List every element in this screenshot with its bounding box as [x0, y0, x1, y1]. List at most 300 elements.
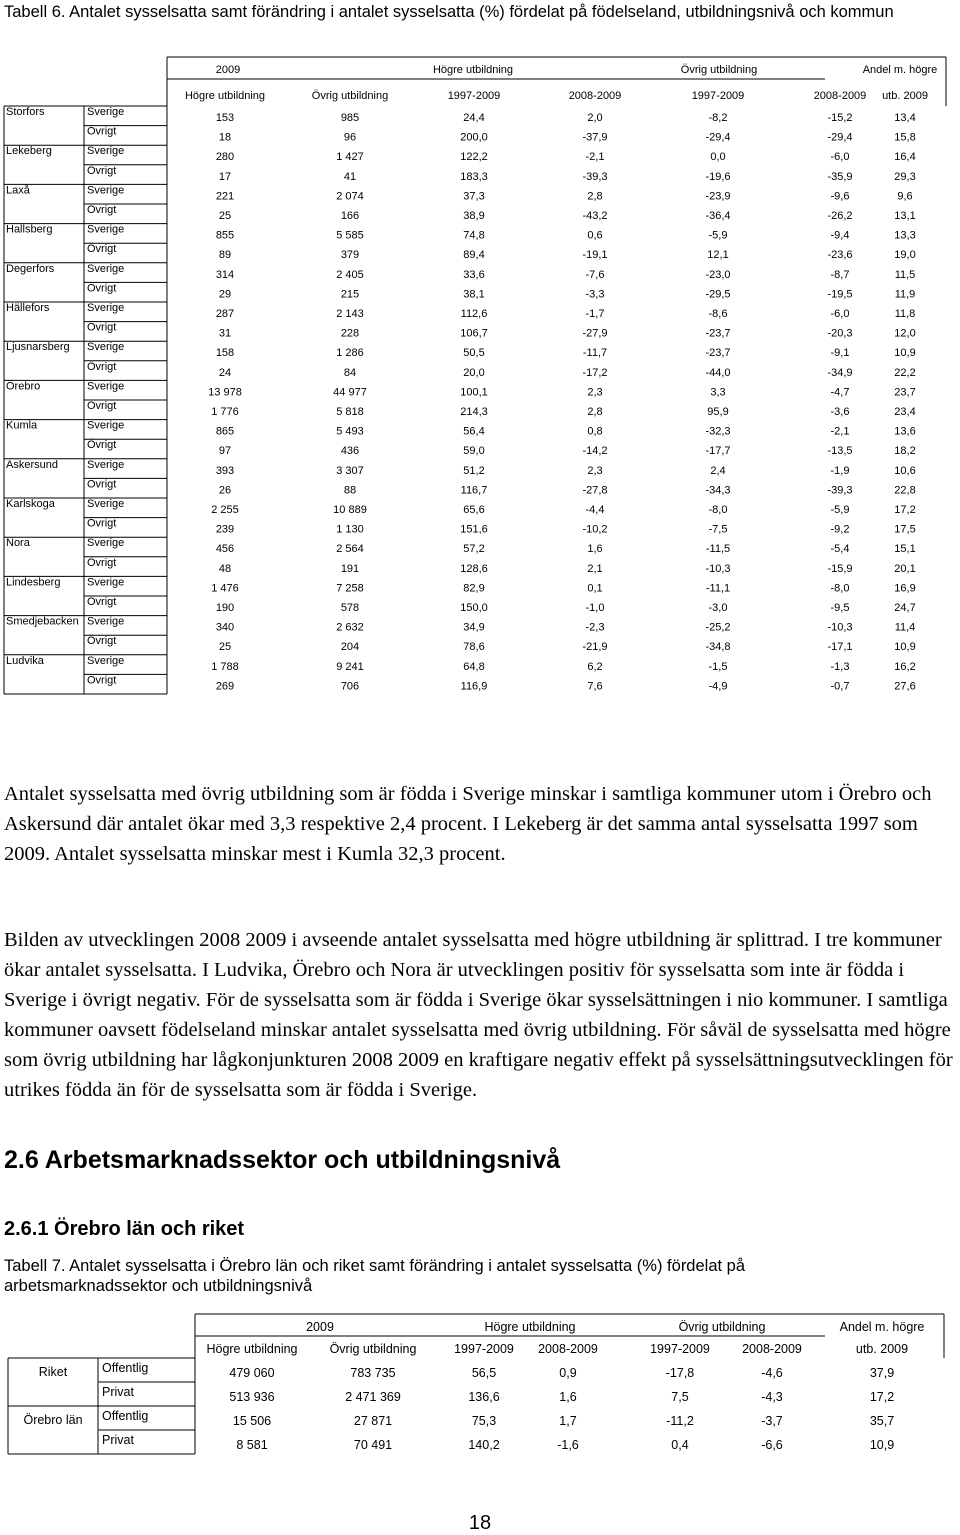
table6-value-cell: 456	[215, 543, 235, 556]
table7-group-header: 2009	[306, 1320, 334, 1334]
table6-value-cell: -9,5	[830, 602, 850, 614]
table6-value-cell: -7,6	[585, 268, 605, 281]
table6-value-cell: -23,7	[705, 347, 731, 360]
table6-value-cell: 13,1	[894, 210, 916, 222]
table6-kommun-cell: Smedjebacken	[6, 615, 79, 628]
table6-value-cell: 59,0	[463, 445, 485, 458]
table6-value-cell: 3,3	[710, 386, 726, 399]
table6-value-cell: -17,1	[827, 641, 853, 654]
table6-kommun-cell: Degerfors	[6, 262, 55, 275]
table6-value-cell: 1,6	[587, 543, 603, 556]
table6-birthplace-cell: Sverige	[87, 341, 125, 354]
table6-value-cell: 2 074	[336, 190, 364, 203]
table7-sub-header: 1997-2009	[650, 1342, 710, 1356]
table6-value-cell: -34,3	[705, 484, 731, 497]
table6-value-cell: 865	[215, 425, 235, 438]
table6-value-cell: -9,2	[830, 523, 850, 536]
table7-value-cell: 15 506	[232, 1414, 272, 1428]
table6-value-cell: -19,1	[582, 249, 608, 262]
table6-value-cell: 112,6	[460, 308, 488, 320]
table6-kommun-cell: Ludvika	[6, 654, 44, 667]
table6-value-cell: 78,6	[463, 641, 485, 654]
table6-value-cell: -2,1	[585, 151, 605, 164]
table6-value-cell: -8,0	[708, 504, 728, 516]
table7-value-cell: 8 581	[236, 1438, 268, 1452]
table6-value-cell: 2,1	[587, 562, 603, 575]
table6-value-cell: 65,6	[463, 504, 485, 516]
table7-value-cell: 140,2	[468, 1438, 500, 1452]
table6-value-cell: -0,7	[830, 680, 850, 693]
table6-value-cell: 29	[218, 288, 232, 301]
table6-value-cell: 5 818	[336, 406, 364, 418]
table6-value-cell: -6,0	[830, 151, 850, 164]
table6-value-cell: 57,2	[463, 543, 485, 556]
table6-value-cell: 22,8	[894, 484, 916, 497]
table6-birthplace-cell: Övrigt	[87, 556, 117, 569]
table6-value-cell: -1,0	[585, 602, 605, 614]
table6-birthplace-cell: Övrigt	[87, 635, 117, 648]
table6-value-cell: -1,5	[708, 660, 728, 673]
table6-value-cell: 2 632	[336, 621, 364, 634]
table6-value-cell: -39,3	[582, 170, 608, 183]
table6-value-cell: 436	[340, 445, 360, 458]
table7-value-cell: 70 491	[353, 1438, 393, 1452]
table6-value-cell: -8,6	[708, 308, 728, 320]
page-number: 18	[468, 1512, 492, 1534]
table6-value-cell: -3,6	[830, 406, 850, 418]
table6-value-cell: 100,1	[460, 386, 488, 399]
table7-group-header: Högre utbildning	[484, 1320, 576, 1334]
table6-value-cell: 116,7	[460, 484, 488, 497]
table6-birthplace-cell: Sverige	[87, 419, 125, 432]
table6-kommun-cell: Lekeberg	[6, 145, 52, 158]
table6-value-cell: -1,9	[830, 464, 850, 477]
table6-group-header: Övrig utbildning	[680, 64, 758, 76]
table7-sector-cell: Offentlig	[102, 1361, 149, 1375]
table7-area-cell: Örebro län	[23, 1413, 83, 1427]
table7-value-cell: 35,7	[869, 1414, 895, 1428]
table6-value-cell: 7 258	[336, 582, 364, 595]
table6-value-cell: -23,6	[827, 249, 853, 262]
table6-value-cell: 11,4	[894, 621, 916, 634]
table6-value-cell: 41	[343, 170, 357, 183]
table6-kommun-cell: Örebro	[6, 380, 41, 393]
table6-value-cell: 239	[215, 523, 235, 536]
table6-birthplace-cell: Övrigt	[87, 204, 117, 216]
table6-value-cell: 11,9	[894, 288, 916, 301]
table6-value-cell: 379	[340, 249, 360, 262]
table7-value-cell: -17,8	[665, 1366, 695, 1380]
table6-value-cell: -29,4	[705, 131, 731, 144]
table6-value-cell: -27,9	[582, 327, 608, 340]
table6-value-cell: -35,9	[827, 170, 853, 183]
table6-value-cell: -10,3	[827, 621, 853, 634]
table6-value-cell: -8,0	[830, 582, 850, 595]
table6-birthplace-cell: Övrigt	[87, 478, 117, 491]
table6-value-cell: 25	[218, 210, 232, 222]
table7-value-cell: 1,6	[559, 1390, 577, 1404]
table6-sub-header: 2008-2009	[568, 90, 622, 102]
table6-value-cell: -25,2	[705, 621, 731, 634]
table6-value-cell: 89	[218, 249, 232, 262]
table6-value-cell: 2 405	[336, 268, 364, 281]
table6-value-cell: 22,2	[894, 366, 916, 379]
table6-birthplace-cell: Övrigt	[87, 596, 117, 608]
table6-value-cell: 269	[215, 680, 235, 693]
table6-value-cell: 13,4	[894, 112, 916, 124]
table6-value-cell: 985	[340, 112, 360, 124]
subsection-heading: 2.6.1 Örebro län och riket	[4, 1218, 245, 1240]
table6-kommun-cell: Nora	[6, 537, 30, 550]
table6-value-cell: 1 476	[211, 582, 239, 595]
table6-value-cell: -2,3	[585, 621, 605, 634]
table6-value-cell: 17,5	[894, 523, 916, 536]
table6-value-cell: -29,5	[705, 288, 731, 301]
table6-value-cell: -10,2	[582, 523, 608, 536]
table6-value-cell: 26	[218, 484, 232, 497]
table6-value-cell: 2,8	[587, 406, 603, 418]
table6-group-header: 2009	[215, 64, 241, 76]
table6-value-cell: 0,6	[587, 229, 603, 242]
table6-value-cell: -34,9	[827, 366, 853, 379]
table6-value-cell: 24,4	[463, 112, 485, 124]
table6-value-cell: 37,3	[463, 190, 485, 203]
table6-value-cell: -29,4	[827, 131, 853, 144]
table6-birthplace-cell: Sverige	[87, 576, 125, 589]
table6-value-cell: 0,1	[587, 582, 603, 595]
table6-value-cell: 1 427	[336, 151, 364, 164]
table6-value-cell: -21,9	[582, 641, 608, 654]
table6-value-cell: -10,3	[705, 562, 731, 575]
table6-value-cell: 18,2	[894, 445, 916, 458]
table6-kommun-cell: Hällefors	[6, 302, 50, 314]
table6-value-cell: 190	[215, 602, 235, 614]
table7-value-cell: 783 735	[350, 1366, 396, 1380]
table6-value-cell: 88	[343, 484, 357, 497]
table6-value-cell: -23,0	[705, 268, 731, 281]
table6-kommun-cell: Hallsberg	[6, 223, 53, 236]
table7-group-header: Andel m. högre	[839, 1320, 925, 1334]
table6-value-cell: 0,8	[587, 425, 603, 438]
table6-value-cell: 10 889	[333, 504, 367, 516]
table6-sub-header: utb. 2009	[882, 90, 928, 102]
table6-value-cell: -11,7	[582, 347, 608, 360]
table6-value-cell: 280	[215, 151, 235, 164]
table6-birthplace-cell: Sverige	[87, 498, 125, 510]
table6-birthplace-cell: Övrigt	[87, 282, 117, 295]
table6-kommun-cell: Askersund	[6, 458, 58, 471]
table6-birthplace-cell: Övrigt	[87, 439, 117, 452]
table6-value-cell: 24,7	[894, 602, 916, 614]
table6-value-cell: 11,5	[894, 268, 916, 281]
table6-value-cell: 855	[215, 229, 235, 242]
table6-value-cell: -32,3	[705, 425, 731, 438]
table6-value-cell: 578	[340, 602, 360, 614]
table6-value-cell: -19,6	[705, 170, 731, 183]
table6-value-cell: 2,3	[587, 386, 603, 399]
table6-value-cell: 221	[215, 190, 235, 203]
table6-value-cell: 215	[340, 288, 360, 301]
table6-value-cell: 15,1	[894, 543, 916, 556]
table6-value-cell: -5,9	[708, 229, 728, 242]
table7-sub-header: 2008-2009	[538, 1342, 598, 1356]
table6-value-cell: 6,2	[587, 660, 603, 673]
table6-value-cell: 20,0	[463, 366, 485, 379]
table6-value-cell: -11,1	[705, 582, 731, 595]
table7-value-cell: -6,6	[761, 1438, 783, 1452]
table6-value-cell: -5,4	[830, 543, 850, 556]
table7-area-cell: Riket	[38, 1365, 68, 1379]
table6-value-cell: 64,8	[463, 660, 485, 673]
table7-value-cell: 17,2	[869, 1390, 895, 1404]
table6-sub-header: 2008-2009	[813, 90, 867, 102]
table6-birthplace-cell: Övrigt	[87, 517, 117, 530]
table6-birthplace-cell: Sverige	[87, 106, 125, 118]
table6-value-cell: -3,3	[585, 288, 605, 301]
table6-kommun-cell: Storfors	[6, 106, 45, 118]
table6-value-cell: 5 493	[336, 425, 364, 438]
table6-value-cell: 183,3	[460, 170, 488, 183]
table6-kommun-cell: Kumla	[6, 419, 38, 432]
table6-birthplace-cell: Sverige	[87, 654, 125, 667]
table6-value-cell: -9,6	[830, 190, 850, 203]
table6-value-cell: 2,4	[710, 464, 726, 477]
table6-value-cell: -9,1	[830, 347, 850, 360]
table6-value-cell: 13,3	[894, 229, 916, 242]
table6-value-cell: 7,6	[587, 680, 603, 693]
table6-value-cell: -37,9	[582, 131, 608, 144]
table6-value-cell: -8,7	[830, 268, 850, 281]
table6-value-cell: 97	[218, 445, 232, 458]
table6-value-cell: 706	[340, 680, 360, 693]
table6-caption: Tabell 6. Antalet sysselsatta samt förändring i antalet sysselsatta (%) fördelat på födelseland, utbildningsnivå och kommun	[4, 3, 894, 21]
table6-value-cell: -34,8	[705, 641, 731, 654]
table6-kommun-cell: Karlskoga	[6, 498, 55, 510]
table6-kommun-cell: Lindesberg	[6, 576, 61, 589]
table6-sub-header: 1997-2009	[691, 90, 745, 102]
paragraph-2: Bilden av utvecklingen 2008 2009 i avseende antalet sysselsatta med högre utbildning är splittrad. I tre kommuner ökar antalet sysselsatta. I Ludvika, Örebro och Nora är utvecklingen positiv för sysselsatta som inte är födda i Sverige i övrigt negativ. För de sysselsatta som är födda i Sverige ökar sysselsättningen i nio kommuner. I samtliga kommuner oavsett födelseland minskar antalet sysselsatta med övrig utbildning. För såväl de sysselsatta med högre som övrig utbildning har lågkonjunkturen 2008 2009 en kraftigare negativ effekt på sysselsättningsutvecklingen för utrikes födda än för de sysselsatta som är födda i Sverige.	[4, 928, 953, 1101]
table6-value-cell: -4,7	[830, 386, 850, 399]
table7-sub-header: 1997-2009	[454, 1342, 514, 1356]
table6-birthplace-cell: Sverige	[87, 262, 125, 275]
table6-value-cell: 2 564	[336, 543, 364, 556]
table6-value-cell: 12,1	[707, 249, 729, 262]
table6-value-cell: 11,8	[894, 308, 916, 320]
table6-group-header: Andel m. högre	[862, 64, 938, 76]
table6-value-cell: -15,9	[827, 562, 853, 575]
table6-value-cell: 340	[215, 621, 235, 634]
table6-birthplace-cell: Sverige	[87, 223, 125, 236]
table7-value-cell: 0,9	[559, 1366, 577, 1380]
table6-value-cell: 48	[218, 562, 232, 575]
table6-value-cell: -23,7	[705, 327, 731, 340]
table6-birthplace-cell: Övrigt	[87, 321, 117, 334]
table6-value-cell: 16,4	[894, 151, 916, 164]
table6-value-cell: 17,2	[894, 504, 916, 516]
table7-sector-cell: Privat	[102, 1385, 134, 1399]
table6-value-cell: -26,2	[827, 210, 853, 222]
table6-value-cell: -43,2	[582, 210, 608, 222]
table7-sub-header: 2008-2009	[742, 1342, 802, 1356]
table6-value-cell: 287	[215, 308, 235, 320]
table6-value-cell: -17,2	[582, 366, 608, 379]
table6-value-cell: 23,4	[894, 406, 916, 418]
table6-value-cell: 95,9	[707, 406, 729, 418]
table6-value-cell: 204	[340, 641, 360, 654]
table6-value-cell: 5 585	[336, 229, 364, 242]
table6-value-cell: 1 130	[336, 523, 364, 536]
table6-value-cell: 2,8	[587, 190, 603, 203]
table7-value-cell: 75,3	[471, 1414, 497, 1428]
table6-value-cell: 25	[218, 641, 232, 654]
table6-value-cell: 0,0	[710, 151, 726, 164]
table6-value-cell: -17,7	[705, 445, 731, 458]
section-heading: 2.6 Arbetsmarknadssektor och utbildningsnivå	[4, 1146, 561, 1174]
table6-birthplace-cell: Övrigt	[87, 360, 117, 373]
table6-value-cell: 2 255	[211, 504, 239, 516]
table7-sub-header: Högre utbildning	[206, 1342, 298, 1356]
table6-value-cell: -13,5	[827, 445, 853, 458]
table6-value-cell: -14,2	[582, 445, 608, 458]
table6-value-cell: -15,2	[827, 112, 853, 124]
table6-value-cell: -36,4	[705, 210, 731, 222]
table6-value-cell: 12,0	[894, 327, 916, 340]
table7-sub-header: Övrig utbildning	[329, 1342, 417, 1356]
table6-value-cell: 128,6	[460, 562, 488, 575]
table6-birthplace-cell: Övrigt	[87, 400, 117, 412]
table6-value-cell: 393	[215, 464, 235, 477]
table6-value-cell: 16,2	[894, 660, 916, 673]
table6-value-cell: -4,9	[708, 680, 728, 693]
table6-value-cell: 151,6	[460, 523, 488, 536]
table6-value-cell: -9,4	[830, 229, 850, 242]
table6-value-cell: -7,5	[708, 523, 728, 536]
table6-birthplace-cell: Sverige	[87, 145, 125, 158]
table6-value-cell: 27,6	[894, 680, 916, 693]
table6-value-cell: 15,8	[894, 131, 916, 144]
table7-value-cell: 2 471 369	[345, 1390, 401, 1404]
table6-value-cell: 13 978	[208, 386, 242, 399]
table6-value-cell: 3 307	[336, 464, 364, 477]
table6-value-cell: 51,2	[463, 464, 485, 477]
table6-birthplace-cell: Sverige	[87, 537, 125, 550]
table6-value-cell: 106,7	[460, 327, 488, 340]
table6-birthplace-cell: Sverige	[87, 380, 125, 393]
table6-value-cell: 1 788	[211, 660, 239, 673]
table6-value-cell: 166	[340, 210, 360, 222]
table6-value-cell: 228	[340, 327, 360, 340]
table6-value-cell: 82,9	[463, 582, 485, 595]
table6-value-cell: 9 241	[336, 660, 364, 673]
table6-value-cell: 74,8	[463, 229, 485, 242]
table6-sub-header: Övrig utbildning	[311, 90, 389, 102]
table6-value-cell: 33,6	[463, 268, 485, 281]
table6-value-cell: 23,7	[894, 386, 916, 399]
table6-value-cell: 2 143	[336, 308, 364, 320]
table7-group-header: Övrig utbildning	[678, 1320, 766, 1334]
table6-value-cell: 56,4	[463, 425, 485, 438]
table6-value-cell: -4,4	[585, 504, 605, 516]
table7-value-cell: -11,2	[666, 1414, 694, 1428]
table6-value-cell: 44 977	[333, 386, 367, 399]
table6-value-cell: 214,3	[460, 406, 488, 418]
table6-value-cell: -2,1	[830, 425, 850, 438]
table6-birthplace-cell: Övrigt	[87, 125, 117, 138]
table6-value-cell: 314	[215, 268, 235, 281]
table7-value-cell: 10,9	[869, 1438, 895, 1452]
table7-value-cell: 56,5	[471, 1366, 497, 1380]
table6-value-cell: -8,2	[708, 112, 728, 124]
table6-birthplace-cell: Sverige	[87, 184, 125, 197]
table6-value-cell: 2,0	[587, 112, 603, 124]
table6-value-cell: -19,5	[827, 288, 853, 301]
table6-value-cell: 150,0	[460, 602, 488, 614]
table6-value-cell: 34,9	[463, 621, 485, 634]
table6-value-cell: 20,1	[894, 562, 916, 575]
table7-value-cell: 479 060	[229, 1366, 275, 1380]
table6-value-cell: 10,9	[894, 641, 916, 654]
table6-value-cell: 200,0	[460, 131, 488, 144]
table6-value-cell: 122,2	[460, 151, 488, 164]
table7-value-cell: 513 936	[229, 1390, 275, 1404]
table6-sub-header: 1997-2009	[447, 90, 501, 102]
table6-value-cell: 96	[343, 131, 357, 144]
table6-value-cell: 84	[343, 366, 357, 379]
table6-value-cell: 18	[218, 131, 232, 144]
table7-value-cell: -4,6	[761, 1366, 783, 1380]
table6-kommun-cell: Laxå	[6, 184, 30, 197]
table6-value-cell: -11,5	[705, 543, 731, 556]
table7-value-cell: 0,4	[671, 1438, 689, 1452]
table6-value-cell: -20,3	[827, 327, 853, 340]
table6-value-cell: 1 776	[211, 406, 239, 418]
table7-value-cell: -4,3	[761, 1390, 783, 1404]
table6-value-cell: 38,1	[463, 288, 485, 301]
table7-value-cell: 136,6	[468, 1390, 500, 1404]
table6-value-cell: 116,9	[460, 680, 488, 693]
table6-value-cell: -6,0	[830, 308, 850, 320]
table6-birthplace-cell: Övrigt	[87, 164, 117, 177]
table6-value-cell: 16,9	[894, 582, 916, 595]
table7-value-cell: 1,7	[559, 1414, 577, 1428]
table6-value-cell: -3,0	[708, 602, 728, 614]
table7-value-cell: 27 871	[353, 1414, 393, 1428]
table6-value-cell: -1,7	[585, 308, 605, 320]
table6-value-cell: 17	[218, 170, 232, 183]
table6-birthplace-cell: Övrigt	[87, 674, 117, 687]
table6-group-header: Högre utbildning	[432, 64, 514, 76]
table6-value-cell: 13,6	[894, 425, 916, 438]
table6-value-cell: 29,3	[894, 170, 916, 183]
table6-value-cell: 1 286	[336, 347, 364, 360]
table6-value-cell: -1,3	[830, 660, 850, 673]
table6-value-cell: 19,0	[894, 249, 916, 262]
table7-value-cell: -1,6	[557, 1438, 579, 1452]
table6-kommun-cell: Ljusnarsberg	[6, 341, 70, 354]
table6-value-cell: 50,5	[463, 347, 485, 360]
table6-birthplace-cell: Övrigt	[87, 243, 117, 256]
table6-birthplace-cell: Sverige	[87, 458, 125, 471]
table6-value-cell: 10,6	[894, 464, 916, 477]
table7-value-cell: 37,9	[869, 1366, 895, 1380]
table6-birthplace-cell: Sverige	[87, 302, 125, 314]
paragraph-1: Antalet sysselsatta med övrig utbildning som är födda i Sverige minskar i samtliga kommuner utom i Örebro och Askersund där antalet ökar med 3,3 respektive 2,4 procent. I Lekeberg är det samma antal sysselsatta 1997 som 2009. Antalet sysselsatta minskar mest i Kumla 32,3 procent.	[4, 782, 932, 865]
table6-value-cell: -5,9	[830, 504, 850, 516]
table6-value-cell: 9,6	[897, 190, 913, 203]
table6-birthplace-cell: Sverige	[87, 615, 125, 628]
table6-value-cell: -44,0	[705, 366, 731, 379]
table6-value-cell: 10,9	[894, 347, 916, 360]
